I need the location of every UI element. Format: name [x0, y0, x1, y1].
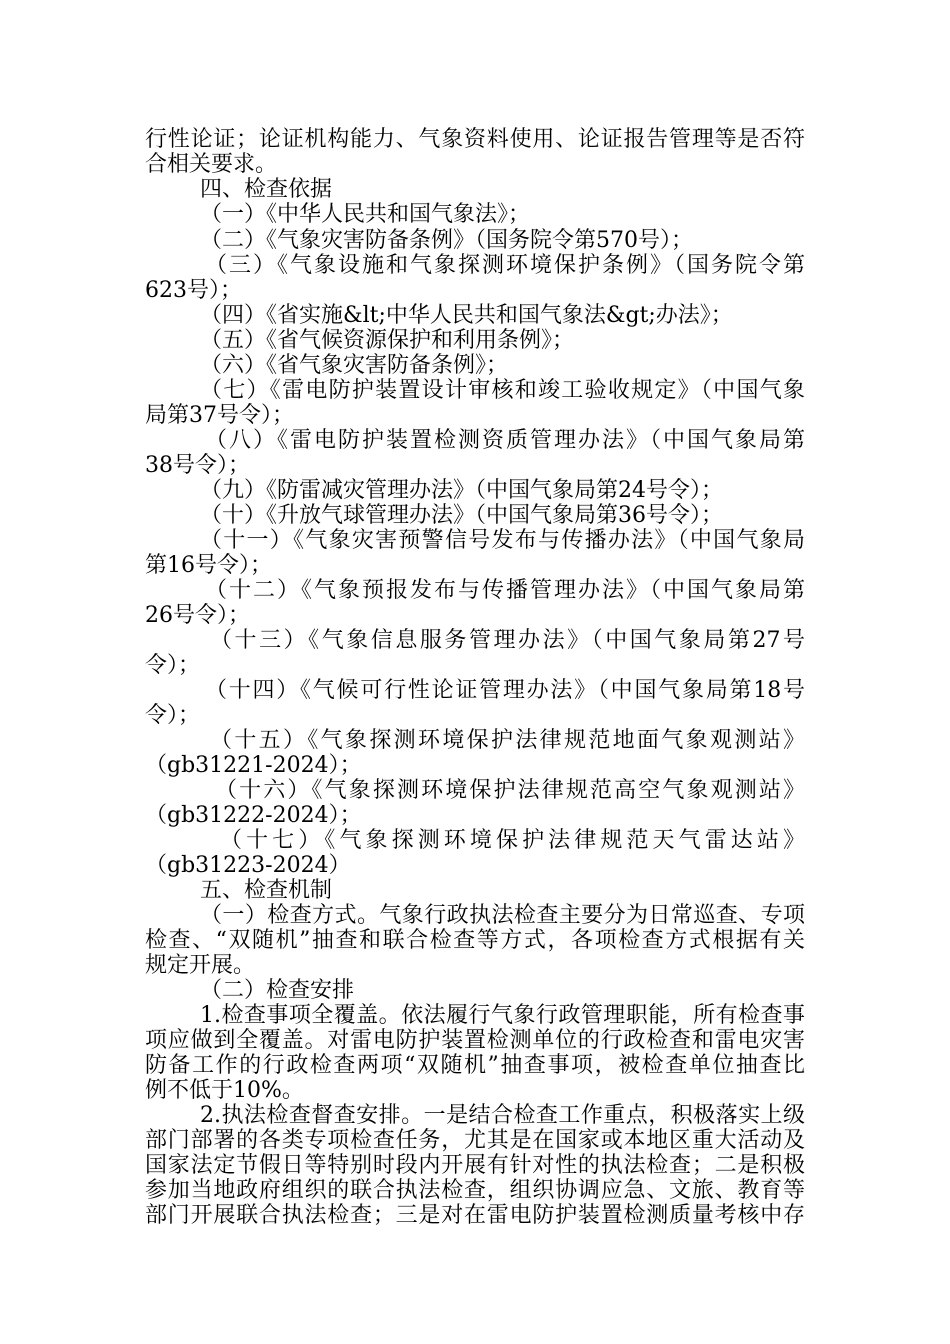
text-line: 行性论证；论证机构能力、气象资料使用、论证报告管理等是否符	[145, 127, 805, 152]
text-line: 检查、“双随机”抽查和联合检查等方式，各项检查方式根据有关	[145, 928, 805, 953]
text-line: 局第37号令）；	[145, 403, 294, 428]
text-line: （九）《防雷减灾管理办法》（中国气象局第24号令）；	[200, 478, 723, 503]
text-line: （三）《气象设施和气象探测环境保护条例》（国务院令第	[205, 253, 805, 278]
text-line: 防备工作的行政检查两项“双随机”抽查事项，被检查单位抽查比	[145, 1053, 805, 1078]
text-line: 国家法定节假日等特别时段内开展有针对性的执法检查；二是积极	[145, 1153, 805, 1178]
text-line: 部门开展联合执法检查；三是对在雷电防护装置检测质量考核中存	[145, 1203, 805, 1228]
text-line: 合相关要求。	[145, 152, 278, 177]
text-line: 规定开展。	[145, 953, 256, 978]
text-line: （六）《省气象灾害防备条例》；	[200, 353, 509, 378]
text-line: （十二）《气象预报发布与传播管理办法》（中国气象局第	[205, 578, 805, 603]
text-line: （十）《升放气球管理办法》（中国气象局第36号令）；	[200, 503, 723, 528]
text-line: （四）《省实施&lt;中华人民共和国气象法&gt;办法》；	[200, 303, 733, 328]
text-line: 部门部署的各类专项检查任务，尤其是在国家或本地区重大活动及	[145, 1128, 805, 1153]
text-line: （二）《气象灾害防备条例》（国务院令第570号）；	[200, 228, 693, 253]
text-line: 38号令）；	[145, 453, 250, 478]
text-line: （一）《中华人民共和国气象法》；	[200, 202, 531, 227]
text-line: 令）；	[145, 653, 201, 678]
text-line: 令）；	[145, 703, 201, 728]
text-line: 623号）；	[145, 278, 242, 303]
text-line: （gb31222-2024）；	[145, 803, 362, 828]
text-line: （十七）《气象探测环境保护法律规范天气雷达站》	[220, 828, 805, 853]
text-line: 参加当地政府组织的联合执法检查，组织协调应急、文旅、教育等	[145, 1178, 805, 1203]
text-line: （八）《雷电防护装置检测资质管理办法》（中国气象局第	[205, 428, 805, 453]
section-heading: 五、检查机制	[200, 878, 333, 903]
text-line: （十六）《气象探测环境保护法律规范高空气象观测站》	[215, 778, 805, 803]
text-line: （七）《雷电防护装置设计审核和竣工验收规定》（中国气象	[200, 378, 805, 403]
text-line: 1.检查事项全覆盖。依法履行气象行政管理职能，所有检查事	[200, 1003, 805, 1028]
text-line: 2.执法检查督查安排。一是结合检查工作重点，积极落实上级	[200, 1103, 805, 1128]
text-line: 第16号令）；	[145, 553, 272, 578]
text-line: （十三）《气象信息服务管理办法》（中国气象局第27号	[210, 628, 805, 653]
text-line: 例不低于10%。	[145, 1078, 304, 1103]
text-line: （五）《省气候资源保护和利用条例》；	[200, 328, 575, 353]
text-line: （一）检查方式。气象行政执法检查主要分为日常巡查、专项	[200, 903, 805, 928]
text-line: （gb31223-2024）	[145, 853, 351, 878]
text-line: （十一）《气象灾害预警信号发布与传播办法》（中国气象局	[200, 528, 805, 553]
section-heading: 四、检查依据	[200, 177, 333, 202]
text-line: （十五）《气象探测环境保护法律规范地面气象观测站》	[210, 728, 805, 753]
text-line: （gb31221-2024）；	[145, 753, 362, 778]
text-line: 项应做到全覆盖。对雷电防护装置检测单位的行政检查和雷电灾害	[145, 1028, 805, 1053]
text-line: （十四）《气候可行性论证管理办法》（中国气象局第18号	[205, 678, 805, 703]
subsection-heading: （二）检查安排	[200, 978, 355, 1003]
text-line: 26号令）；	[145, 603, 250, 628]
